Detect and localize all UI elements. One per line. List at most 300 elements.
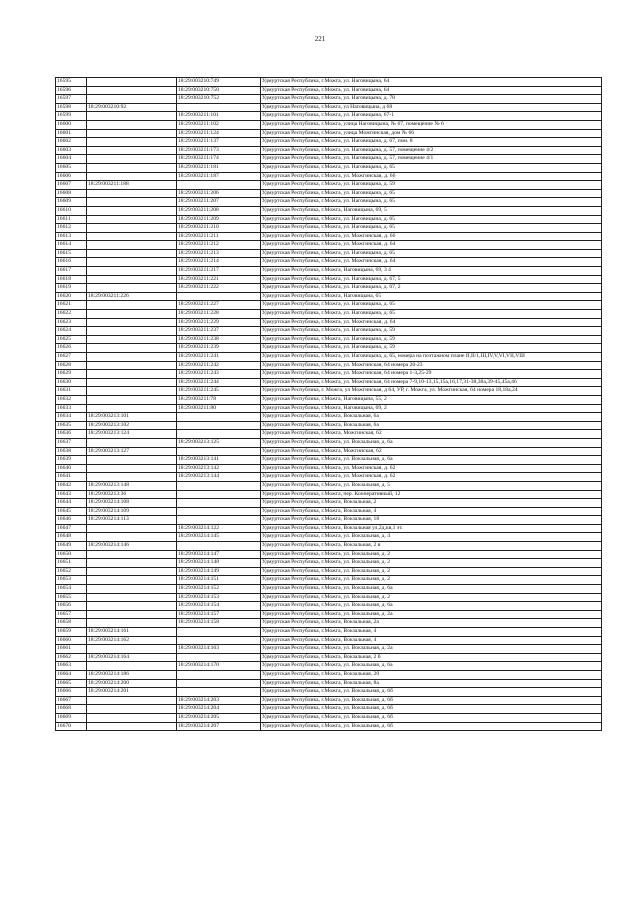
object-cadastral-number-cell: 18:29:003214:145 <box>177 533 261 542</box>
land-cadastral-number-cell: 18:29:003214:164 <box>87 653 177 662</box>
land-cadastral-number-cell <box>87 593 177 602</box>
address-cell: Удмуртская Республика, г.Можга, Вокзальная, 2 б <box>261 653 602 662</box>
table-row <box>56 284 602 293</box>
land-cadastral-number-cell <box>87 249 177 258</box>
object-cadastral-number-cell: 18:29:003210:752 <box>177 95 261 104</box>
address-cell: Удмуртская Республика, г.Можга, ул. Можгинская, д. 62 <box>261 473 602 482</box>
object-cadastral-number-cell: 18:29:003213:142 <box>177 464 261 473</box>
address-cell: Удмуртская Республика, г.Можга, ул. Наговицына, д. 65 <box>261 198 602 207</box>
table-row <box>56 507 602 516</box>
land-cadastral-number-cell <box>87 533 177 542</box>
land-cadastral-number-cell <box>87 696 177 705</box>
land-cadastral-number-cell <box>87 138 177 147</box>
table-row <box>56 696 602 705</box>
object-cadastral-number-cell <box>177 542 261 551</box>
address-cell: Удмуртская Республика, г.Можга, ул. Вокзальная, д. 6б <box>261 705 602 714</box>
address-cell: Удмуртская Республика, г.Можга, Можгинская, 62 <box>261 447 602 456</box>
address-cell: Удмуртская Республика, г.Можга, Можгинская, 62 <box>261 430 602 439</box>
row-number-cell: 16639 <box>56 456 87 465</box>
object-cadastral-number-cell <box>177 653 261 662</box>
land-cadastral-number-cell <box>87 120 177 129</box>
object-cadastral-number-cell: 18:29:003211:221 <box>177 275 261 284</box>
table-row <box>56 481 602 490</box>
table-row <box>56 275 602 284</box>
object-cadastral-number-cell <box>177 103 261 112</box>
object-cadastral-number-cell: 18:29:003214:157 <box>177 610 261 619</box>
object-cadastral-number-cell: 18:29:003211:212 <box>177 241 261 250</box>
address-cell: Удмуртская Республика, г.Можга, Вокзальная, 2 <box>261 499 602 508</box>
row-number-cell: 16649 <box>56 542 87 551</box>
row-number-cell: 16607 <box>56 181 87 190</box>
object-cadastral-number-cell <box>177 679 261 688</box>
land-cadastral-number-cell <box>87 662 177 671</box>
row-number-cell: 16650 <box>56 550 87 559</box>
object-cadastral-number-cell: 18:29:003211:174 <box>177 155 261 164</box>
land-cadastral-number-cell <box>87 198 177 207</box>
table-row <box>56 713 602 722</box>
land-cadastral-number-cell: 18:29:003213:124 <box>87 430 177 439</box>
object-cadastral-number-cell <box>177 516 261 525</box>
land-cadastral-number-cell <box>87 215 177 224</box>
address-cell: Удмуртская Республика, г.Можга, ул. Наговицына, д. 65 <box>261 224 602 233</box>
row-number-cell: 16655 <box>56 593 87 602</box>
row-number-cell: 16648 <box>56 533 87 542</box>
table-row <box>56 198 602 207</box>
table-row <box>56 688 602 697</box>
land-cadastral-number-cell <box>87 353 177 362</box>
land-cadastral-number-cell: 18:29:003214:146 <box>87 542 177 551</box>
row-number-cell: 16604 <box>56 155 87 164</box>
address-cell: Удмуртская Республика, г.Можга, ул. Вокзальная, д. 6а <box>261 662 602 671</box>
table-row <box>56 670 602 679</box>
row-number-cell: 16597 <box>56 95 87 104</box>
land-cadastral-number-cell <box>87 318 177 327</box>
object-cadastral-number-cell: 18:29:003211:241 <box>177 353 261 362</box>
table-row <box>56 301 602 310</box>
object-cadastral-number-cell: 18:29:003211:137 <box>177 138 261 147</box>
object-cadastral-number-cell: 18:29:003211:124 <box>177 129 261 138</box>
row-number-cell: 16618 <box>56 275 87 284</box>
land-cadastral-number-cell: 18:29:003211:226 <box>87 292 177 301</box>
address-cell: Удмуртская Республика, г.Можга, Вокзальная, 2а <box>261 619 602 628</box>
address-cell: Удмуртская Республика, г.Можга, ул. Вокзальная, д. 2 <box>261 559 602 568</box>
object-cadastral-number-cell: 18:29:003211:227 <box>177 301 261 310</box>
object-cadastral-number-cell: 18:29:003211:173 <box>177 146 261 155</box>
land-cadastral-number-cell <box>87 301 177 310</box>
land-cadastral-number-cell: 18:29:003213:127 <box>87 447 177 456</box>
land-cadastral-number-cell <box>87 395 177 404</box>
address-cell: Удмуртская Республика, г.Можга, ул. Наговицына, 64 <box>261 78 602 87</box>
row-number-cell: 16636 <box>56 430 87 439</box>
address-cell: Удмуртская Республика, г. Можга, ул Можгинская, д 64, УР, г. Можга, ул. Можгинская, 64 номера 18,18а,24 <box>261 387 602 396</box>
address-cell: Удмуртская Республика, г.Можга, ул. Наговицына, д. 59 <box>261 181 602 190</box>
object-cadastral-number-cell: 18:29:003214:148 <box>177 559 261 568</box>
table-row <box>56 576 602 585</box>
land-cadastral-number-cell <box>87 585 177 594</box>
land-cadastral-number-cell <box>87 146 177 155</box>
row-number-cell: 16638 <box>56 447 87 456</box>
address-cell: Удмуртская Республика, г.Можга, ул. Вокзальная, д. 6а <box>261 602 602 611</box>
land-cadastral-number-cell <box>87 610 177 619</box>
object-cadastral-number-cell <box>177 490 261 499</box>
object-cadastral-number-cell: 18:29:003211:245 <box>177 387 261 396</box>
row-number-cell: 16644 <box>56 499 87 508</box>
land-cadastral-number-cell <box>87 232 177 241</box>
object-cadastral-number-cell: 18:29:003211:229 <box>177 318 261 327</box>
row-number-cell: 16621 <box>56 301 87 310</box>
table-row <box>56 610 602 619</box>
address-cell: Удмуртская Республика, г.Можга, Наговицына, 69, 5 <box>261 206 602 215</box>
page-number: 221 <box>314 35 326 43</box>
object-cadastral-number-cell <box>177 636 261 645</box>
land-cadastral-number-cell <box>87 567 177 576</box>
land-cadastral-number-cell <box>87 95 177 104</box>
object-cadastral-number-cell: 18:29:003213:141 <box>177 456 261 465</box>
row-number-cell: 16632 <box>56 395 87 404</box>
row-number-cell: 16647 <box>56 524 87 533</box>
land-cadastral-number-cell <box>87 524 177 533</box>
table-row <box>56 335 602 344</box>
table-row <box>56 593 602 602</box>
object-cadastral-number-cell: 18:29:003214:204 <box>177 705 261 714</box>
land-cadastral-number-cell: 18:29:003214:186 <box>87 670 177 679</box>
address-cell: Удмуртская Республика, г.Можга, ул. Наговицына, д. 67, 5 <box>261 275 602 284</box>
row-number-cell: 16617 <box>56 267 87 276</box>
object-cadastral-number-cell: 18:29:003214:158 <box>177 619 261 628</box>
object-cadastral-number-cell: 18:29:003211:239 <box>177 344 261 353</box>
object-cadastral-number-cell: 18:29:003211:207 <box>177 198 261 207</box>
land-cadastral-number-cell <box>87 713 177 722</box>
land-cadastral-number-cell <box>87 387 177 396</box>
row-number-cell: 16661 <box>56 645 87 654</box>
table-row <box>56 224 602 233</box>
land-cadastral-number-cell <box>87 86 177 95</box>
land-cadastral-number-cell <box>87 129 177 138</box>
address-cell: Удмуртская Республика, г.Можга, Вокзальная, 4 <box>261 628 602 637</box>
address-cell: Удмуртская Республика, г.Можга, ул. Можгинская, д. 64 <box>261 241 602 250</box>
land-cadastral-number-cell: 18:29:003210:92 <box>87 103 177 112</box>
land-cadastral-number-cell <box>87 112 177 121</box>
land-cadastral-number-cell <box>87 645 177 654</box>
land-cadastral-number-cell: 18:29:003214:108 <box>87 499 177 508</box>
object-cadastral-number-cell: 18:29:003214:205 <box>177 713 261 722</box>
object-cadastral-number-cell <box>177 670 261 679</box>
row-number-cell: 16596 <box>56 86 87 95</box>
row-number-cell: 16625 <box>56 335 87 344</box>
address-cell: Удмуртская Республика, г.Можга, ул. Вокзальная, д. 6б <box>261 713 602 722</box>
row-number-cell: 16645 <box>56 507 87 516</box>
address-cell: Удмуртская Республика, г.Можга, ул. Вокзальная, д. 6а <box>261 456 602 465</box>
table-row <box>56 370 602 379</box>
object-cadastral-number-cell: 18:29:003211:244 <box>177 378 261 387</box>
object-cadastral-number-cell: 18:29:003214:151 <box>177 576 261 585</box>
row-number-cell: 16630 <box>56 378 87 387</box>
table-row <box>56 395 602 404</box>
table-row <box>56 585 602 594</box>
table-row <box>56 172 602 181</box>
land-cadastral-number-cell <box>87 78 177 87</box>
object-cadastral-number-cell: 18:29:003211:187 <box>177 172 261 181</box>
address-cell: Удмуртская Республика, г.Можга, ул. Наговицына, 64 <box>261 86 602 95</box>
object-cadastral-number-cell: 18:29:003214:147 <box>177 550 261 559</box>
address-cell: Удмуртская Республика, г.Можга, ул. Наговицына, д. 65 <box>261 215 602 224</box>
table-row <box>56 645 602 654</box>
land-cadastral-number-cell <box>87 267 177 276</box>
object-cadastral-number-cell <box>177 413 261 422</box>
object-cadastral-number-cell: 18:29:003214:170 <box>177 662 261 671</box>
land-cadastral-number-cell <box>87 473 177 482</box>
object-cadastral-number-cell: 18:29:003211:243 <box>177 370 261 379</box>
land-cadastral-number-cell <box>87 163 177 172</box>
land-cadastral-number-cell <box>87 310 177 319</box>
object-cadastral-number-cell: 18:29:003211:78 <box>177 395 261 404</box>
table-row <box>56 258 602 267</box>
table-row <box>56 550 602 559</box>
table-row <box>56 86 602 95</box>
table-row <box>56 679 602 688</box>
row-number-cell: 16662 <box>56 653 87 662</box>
land-cadastral-number-cell <box>87 602 177 611</box>
object-cadastral-number-cell: 18:29:003211:80 <box>177 404 261 413</box>
land-cadastral-number-cell <box>87 619 177 628</box>
land-cadastral-number-cell <box>87 224 177 233</box>
address-cell: Удмуртская Республика, г.Можга, ул. Вокзальная, д. 2 <box>261 550 602 559</box>
row-number-cell: 16608 <box>56 189 87 198</box>
land-cadastral-number-cell <box>87 378 177 387</box>
object-cadastral-number-cell: 18:29:003211:238 <box>177 335 261 344</box>
address-cell: Удмуртская Республика, г.Можга, Вокзальная ул,2д,кв,1 эт. <box>261 524 602 533</box>
address-cell: Удмуртская Республика, г.Можга, ул. Можгинская, д. 66 <box>261 232 602 241</box>
address-cell: Удмуртская Республика, г.Можга, ул. Наговицына, д. 59 <box>261 344 602 353</box>
address-cell: Удмуртская Республика, г.Можга, ул. Можгинская, д. 66 <box>261 172 602 181</box>
object-cadastral-number-cell: 18:29:003214:122 <box>177 524 261 533</box>
land-cadastral-number-cell <box>87 344 177 353</box>
land-cadastral-number-cell <box>87 464 177 473</box>
row-number-cell: 16640 <box>56 464 87 473</box>
address-cell: Удмуртская Республика, г.Можга, Наговицына, 69, 2 <box>261 404 602 413</box>
address-cell: Удмуртская Республика, г.Можга, ул. Вокзальная, д. 6б <box>261 688 602 697</box>
table-row <box>56 542 602 551</box>
address-cell: Удмуртская Республика, г.Можга, ул. Можгинская, 64 номера 20-23 <box>261 361 602 370</box>
table-row <box>56 181 602 190</box>
object-cadastral-number-cell: 18:29:003211:206 <box>177 189 261 198</box>
address-cell: Удмуртская Республика, г.Можга, ул. Вокзальная, д. 2а <box>261 610 602 619</box>
registry-body <box>56 78 602 731</box>
table-row <box>56 413 602 422</box>
land-cadastral-number-cell <box>87 335 177 344</box>
table-row <box>56 129 602 138</box>
table-row <box>56 404 602 413</box>
table-row <box>56 292 602 301</box>
row-number-cell: 16666 <box>56 688 87 697</box>
table-row <box>56 163 602 172</box>
object-cadastral-number-cell: 18:29:003211:208 <box>177 206 261 215</box>
address-cell: Удмуртская Республика, г.Можга, ул. Наговицына, д. 65 <box>261 163 602 172</box>
row-number-cell: 16602 <box>56 138 87 147</box>
row-number-cell: 16599 <box>56 112 87 121</box>
object-cadastral-number-cell: 18:29:003214:163 <box>177 645 261 654</box>
object-cadastral-number-cell <box>177 430 261 439</box>
row-number-cell: 16610 <box>56 206 87 215</box>
table-row <box>56 567 602 576</box>
object-cadastral-number-cell <box>177 481 261 490</box>
row-number-cell: 16637 <box>56 438 87 447</box>
row-number-cell: 16652 <box>56 567 87 576</box>
table-row <box>56 602 602 611</box>
table-row <box>56 430 602 439</box>
table-row <box>56 456 602 465</box>
object-cadastral-number-cell: 18:29:003210:750 <box>177 86 261 95</box>
table-row <box>56 473 602 482</box>
row-number-cell: 16603 <box>56 146 87 155</box>
row-number-cell: 16627 <box>56 353 87 362</box>
land-cadastral-number-cell: 18:29:003214:161 <box>87 628 177 637</box>
row-number-cell: 16615 <box>56 249 87 258</box>
address-cell: Удмуртская Республика, г.Можга, ул. Наговицына, д. 59 <box>261 335 602 344</box>
address-cell: Удмуртская Республика, г.Можга, ул. Наговицына, д. 67, пом. 8 <box>261 138 602 147</box>
row-number-cell: 16612 <box>56 224 87 233</box>
row-number-cell: 16633 <box>56 404 87 413</box>
row-number-cell: 16663 <box>56 662 87 671</box>
address-cell: Удмуртская Республика, г.Можга, ул. Наговицына, д. 78 <box>261 95 602 104</box>
table-row <box>56 464 602 473</box>
row-number-cell: 16631 <box>56 387 87 396</box>
row-number-cell: 16601 <box>56 129 87 138</box>
object-cadastral-number-cell: 18:29:003214:153 <box>177 593 261 602</box>
land-cadastral-number-cell <box>87 275 177 284</box>
table-row <box>56 112 602 121</box>
land-cadastral-number-cell: 18:29:003213:148 <box>87 481 177 490</box>
land-cadastral-number-cell <box>87 456 177 465</box>
row-number-cell: 16635 <box>56 421 87 430</box>
row-number-cell: 16598 <box>56 103 87 112</box>
land-cadastral-number-cell <box>87 206 177 215</box>
land-cadastral-number-cell <box>87 327 177 336</box>
row-number-cell: 16668 <box>56 705 87 714</box>
land-cadastral-number-cell: 18:29:003214:200 <box>87 679 177 688</box>
land-cadastral-number-cell: 18:29:003214:109 <box>87 507 177 516</box>
land-cadastral-number-cell <box>87 370 177 379</box>
table-row <box>56 95 602 104</box>
land-cadastral-number-cell <box>87 155 177 164</box>
object-cadastral-number-cell: 18:29:003211:102 <box>177 120 261 129</box>
address-cell: Удмуртская Республика, г.Можга, ул. Вокзальная, д. 6б <box>261 696 602 705</box>
table-row <box>56 310 602 319</box>
address-cell: Удмуртская Республика, г.Можга, пер. Кооперативный, 12 <box>261 490 602 499</box>
table-row <box>56 438 602 447</box>
table-row <box>56 524 602 533</box>
object-cadastral-number-cell: 18:29:003214:207 <box>177 722 261 731</box>
row-number-cell: 16664 <box>56 670 87 679</box>
table-row <box>56 619 602 628</box>
table-row <box>56 78 602 87</box>
object-cadastral-number-cell: 18:29:003213:125 <box>177 438 261 447</box>
land-cadastral-number-cell <box>87 258 177 267</box>
address-cell: Удмуртская Республика, г.Можга, ул. Наговицына, д. 65 <box>261 301 602 310</box>
address-cell: Удмуртская Республика, г.Можга, Вокзальная, 2 в <box>261 542 602 551</box>
address-cell: Удмуртская Республика, г.Можга, ул. Можгинская, 64 номера 7-9,10-13,15,15а,16,17,31-38,38а,39-45,45а,46 <box>261 378 602 387</box>
object-cadastral-number-cell: 18:29:003211:209 <box>177 215 261 224</box>
row-number-cell: 16622 <box>56 310 87 319</box>
address-cell: Удмуртская Республика, г.Можга, ул. Наговицына, д. 57, помещение 4/2 <box>261 146 602 155</box>
land-cadastral-number-cell: 18:29:003211:188 <box>87 181 177 190</box>
land-cadastral-number-cell <box>87 241 177 250</box>
row-number-cell: 16614 <box>56 241 87 250</box>
object-cadastral-number-cell: 18:29:003211:242 <box>177 361 261 370</box>
table-row <box>56 653 602 662</box>
land-cadastral-number-cell <box>87 438 177 447</box>
address-cell: Удмуртская Республика, г.Можга, ул. Вокзальная, д. 2 <box>261 567 602 576</box>
table-row <box>56 499 602 508</box>
object-cadastral-number-cell <box>177 447 261 456</box>
land-cadastral-number-cell <box>87 559 177 568</box>
address-cell: Удмуртская Республика, г.Можга, ул. Вокзальная, д. 2 <box>261 593 602 602</box>
row-number-cell: 16624 <box>56 327 87 336</box>
object-cadastral-number-cell: 18:29:003211:217 <box>177 267 261 276</box>
address-cell: Удмуртская Республика, г.Можга, ул. Наговицына, д. 65 <box>261 249 602 258</box>
object-cadastral-number-cell: 18:29:003211:222 <box>177 284 261 293</box>
address-cell: Удмуртская Республика, г.Можга, ул. Наговицына, д. 65 <box>261 310 602 319</box>
address-cell: Удмуртская Республика, г.Можга, ул. Наговицына, 67-1 <box>261 112 602 121</box>
table-row <box>56 318 602 327</box>
land-cadastral-number-cell: 18:29:003213:102 <box>87 421 177 430</box>
address-cell: Удмуртская Республика, г.Можга, Вокзальная, 6а <box>261 421 602 430</box>
table-row <box>56 662 602 671</box>
address-cell: Удмуртская Республика, г.Можга, ул. Вокзальная, д. 5 <box>261 481 602 490</box>
row-number-cell: 16626 <box>56 344 87 353</box>
table-row <box>56 232 602 241</box>
object-cadastral-number-cell: 18:29:003211:211 <box>177 232 261 241</box>
table-row <box>56 421 602 430</box>
object-cadastral-number-cell: 18:29:003211:213 <box>177 249 261 258</box>
address-cell: Удмуртская Республика, г.Можга, улица Можгинская, дом № 66 <box>261 129 602 138</box>
row-number-cell: 16659 <box>56 628 87 637</box>
address-cell: Удмуртская Республика, г.Можга, ул. Можгинская, 64 номера 1-3,25-29 <box>261 370 602 379</box>
row-number-cell: 16641 <box>56 473 87 482</box>
address-cell: Удмуртская Республика, г.Можга, ул. Вокзальная, д. 2 <box>261 576 602 585</box>
table-row <box>56 249 602 258</box>
row-number-cell: 16629 <box>56 370 87 379</box>
row-number-cell: 16653 <box>56 576 87 585</box>
address-cell: Удмуртская Республика, г.Можга, Вокзальная, 4 <box>261 507 602 516</box>
address-cell: Удмуртская Республика, г.Можга, ул. Вокзальная, д. 6а <box>261 438 602 447</box>
land-cadastral-number-cell <box>87 284 177 293</box>
row-number-cell: 16665 <box>56 679 87 688</box>
land-cadastral-number-cell <box>87 722 177 731</box>
object-cadastral-number-cell: 18:29:003211:181 <box>177 163 261 172</box>
address-cell: Удмуртская Республика, г.Можга, ул. Наговицына, д. 65, номера на поэтажном плане II,II/1,III,IV,V,VI,VII,VIII <box>261 353 602 362</box>
address-cell: Удмуртская Республика, г.Можга, ул. Наговицына, д. 65 <box>261 189 602 198</box>
row-number-cell: 16669 <box>56 713 87 722</box>
table-row <box>56 267 602 276</box>
table-row <box>56 215 602 224</box>
land-cadastral-number-cell: 18:29:003213:36 <box>87 490 177 499</box>
table-row <box>56 206 602 215</box>
object-cadastral-number-cell <box>177 628 261 637</box>
table-row <box>56 103 602 112</box>
object-cadastral-number-cell: 18:29:003211:210 <box>177 224 261 233</box>
table-row <box>56 353 602 362</box>
table-row <box>56 533 602 542</box>
table-row <box>56 327 602 336</box>
address-cell: Удмуртская Республика, г.Можга, ул Наговицына, д 68 <box>261 103 602 112</box>
object-cadastral-number-cell: 18:29:003211:237 <box>177 327 261 336</box>
table-row <box>56 155 602 164</box>
land-cadastral-number-cell <box>87 705 177 714</box>
row-number-cell: 16660 <box>56 636 87 645</box>
row-number-cell: 16634 <box>56 413 87 422</box>
object-cadastral-number-cell <box>177 421 261 430</box>
